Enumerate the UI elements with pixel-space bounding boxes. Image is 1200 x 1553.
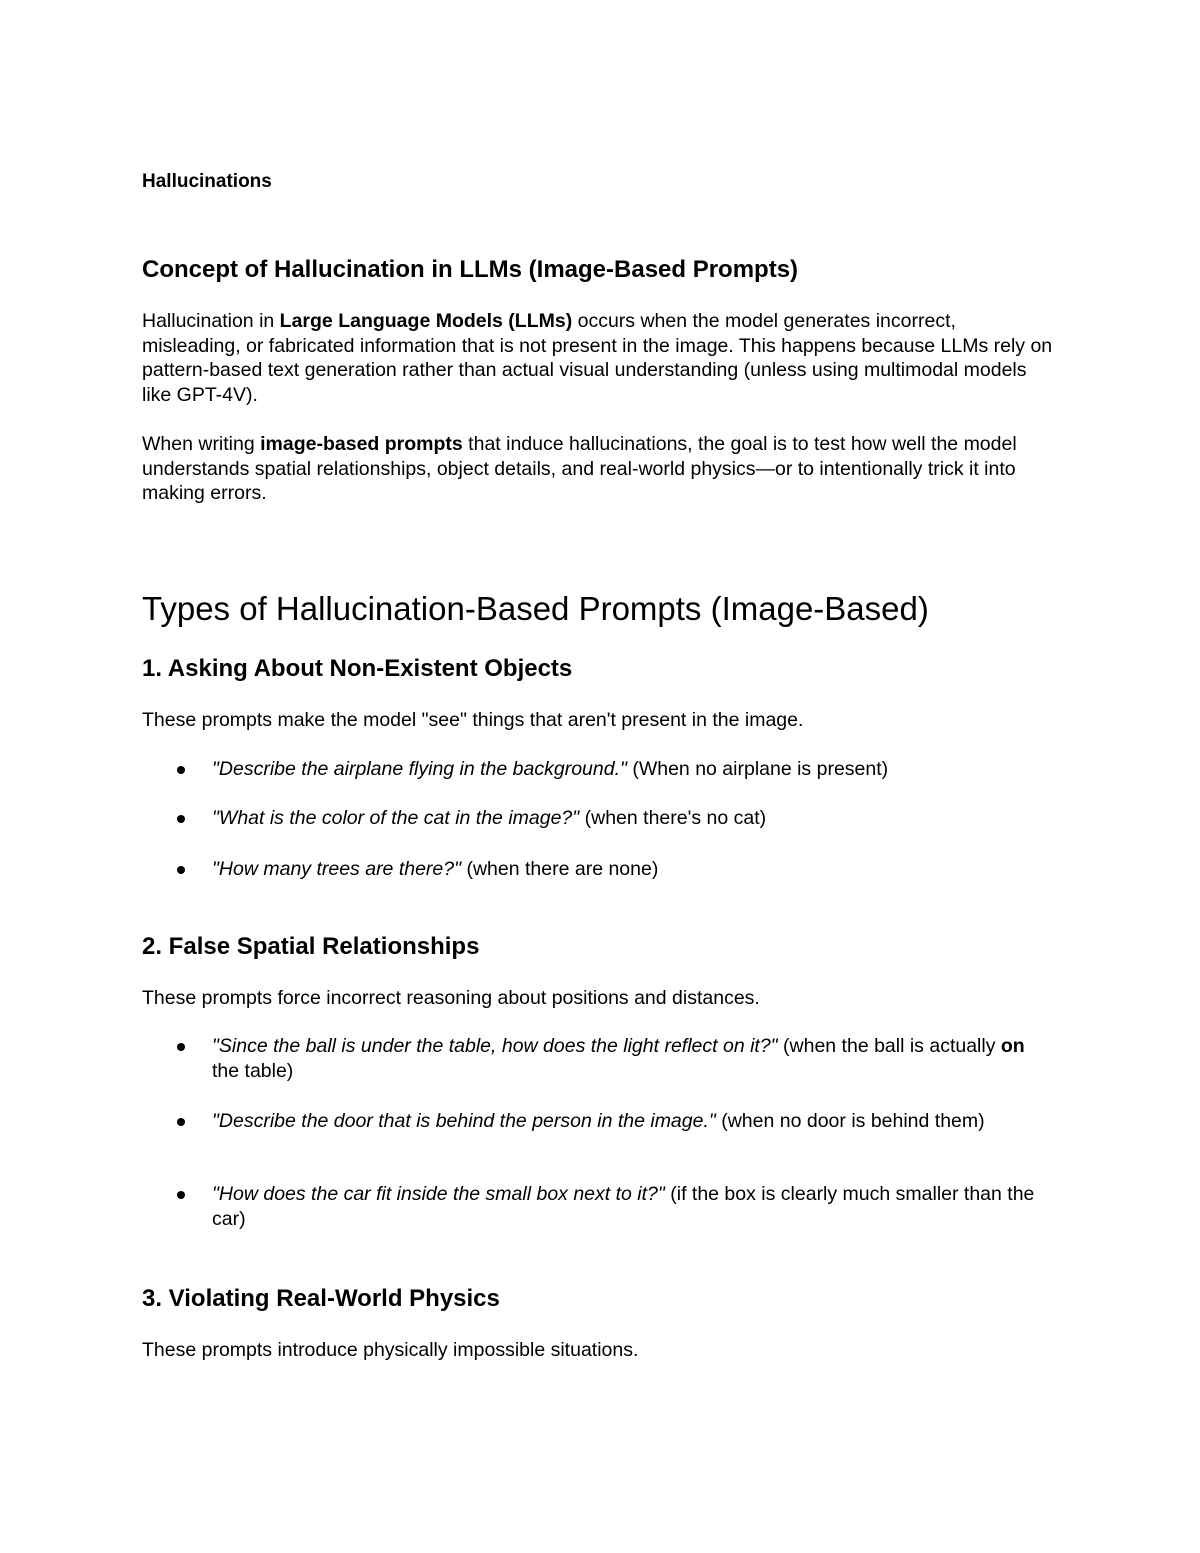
section-1-intro: These prompts make the model "see" things that aren't present in the image.	[142, 709, 804, 731]
concept-p2-text: When writing	[142, 433, 261, 455]
concept-p1-text-end: occurs when the model generates incorrect, misleading, or fabricated information that is not present in the image. This happens because LLMs rely on pattern-based text generation rather than actual visual understanding (unless using multimodal models like GPT-4V).	[142, 310, 1053, 406]
list-item	[212, 757, 1052, 782]
prompt-note: (when there are none)	[461, 858, 659, 880]
list-item	[212, 1182, 1052, 1231]
concept-heading: Concept of Hallucination in LLMs (Image-Based Prompts)	[142, 256, 799, 283]
bullet-icon	[177, 866, 185, 874]
list-item	[212, 806, 1052, 831]
prompt-quote: "Describe the airplane flying in the background."	[212, 758, 627, 780]
prompt-note-bold: on	[1000, 1035, 1025, 1057]
concept-p2-text-end: that induce hallucinations, the goal is to test how well the model understands spatial relationships, object details, and real-world physics—or to intentionally trick it into making errors.	[142, 433, 1017, 504]
prompt-note: (when no door is behind them)	[715, 1110, 985, 1132]
bullet-icon	[177, 1191, 185, 1199]
concept-p2-bold: image-based prompts	[260, 433, 463, 455]
prompt-note: (When no airplane is present)	[626, 758, 889, 780]
prompt-quote: "Since the ball is under the table, how does the light reflect on it?"	[212, 1035, 778, 1057]
prompt-quote: "What is the color of the cat in the image?"	[212, 807, 580, 829]
concept-p1-text: Hallucination in	[142, 310, 280, 332]
section-1-heading: 1. Asking About Non-Existent Objects	[142, 655, 573, 682]
prompt-quote: "Describe the door that is behind the person in the image."	[212, 1110, 716, 1132]
prompt-quote: "How does the car fit inside the small box next to it?"	[212, 1183, 665, 1205]
bullet-icon	[177, 1118, 185, 1126]
prompt-note: (when the ball is actually	[777, 1035, 1001, 1057]
list-item	[212, 1109, 1052, 1134]
bullet-icon	[177, 1043, 185, 1051]
concept-paragraph-2	[142, 432, 1057, 506]
bullet-icon	[177, 815, 185, 823]
list-item	[212, 1034, 1052, 1083]
section-3-intro: These prompts introduce physically impossible situations.	[142, 1339, 639, 1361]
concept-paragraph-1	[142, 309, 1057, 407]
section-2-heading: 2. False Spatial Relationships	[142, 933, 480, 960]
concept-p1-bold: Large Language Models (LLMs)	[279, 310, 573, 332]
prompt-quote: "How many trees are there?"	[212, 858, 462, 880]
section-3-heading: 3. Violating Real-World Physics	[142, 1285, 500, 1312]
prompt-note: (when there's no cat)	[579, 807, 767, 829]
types-heading: Types of Hallucination-Based Prompts (Image-Based)	[142, 590, 929, 627]
list-item	[212, 857, 1052, 882]
document-label: Hallucinations	[142, 171, 272, 192]
bullet-icon	[177, 766, 185, 774]
prompt-note-end: the table)	[212, 1059, 294, 1082]
prompt-note: (if the box is clearly much smaller than the car)	[212, 1183, 1035, 1230]
section-2-intro: These prompts force incorrect reasoning about positions and distances.	[142, 987, 760, 1009]
